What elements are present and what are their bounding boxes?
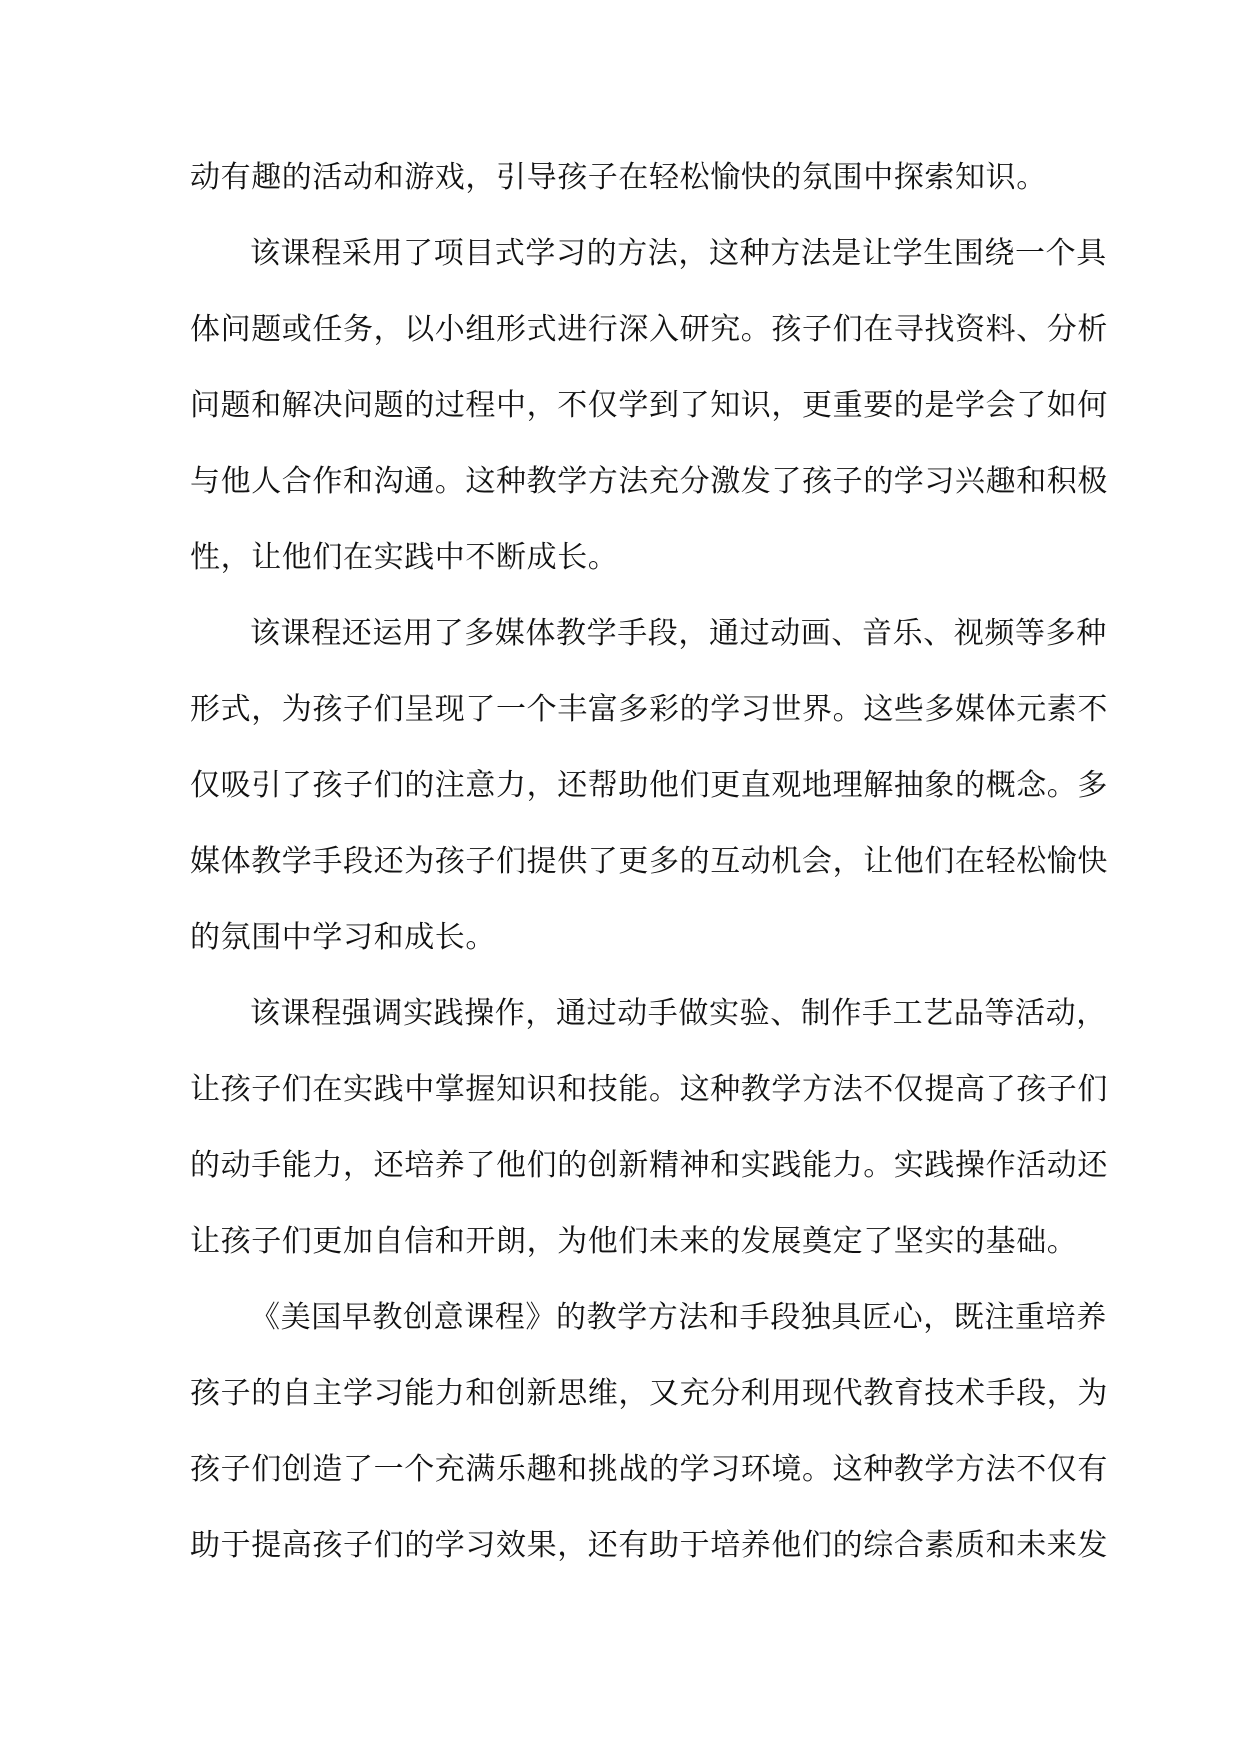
text-line: 形式，为孩子们呈现了一个丰富多彩的学习世界。这些多媒体元素不 (190, 692, 1108, 727)
text-line: 让孩子们更加自信和开朗，为他们未来的发展奠定了坚实的基础。 (190, 1224, 1078, 1259)
paragraph-first-line: 该课程采用了项目式学习的方法，这种方法是让学生围绕一个具 (250, 236, 1107, 271)
paragraph-first-line: 《美国早教创意课程》的教学方法和手段独具匠心，既注重培养 (250, 1300, 1107, 1335)
text-line: 仅吸引了孩子们的注意力，还帮助他们更直观地理解抽象的概念。多 (190, 768, 1108, 803)
text-line: 性，让他们在实践中不断成长。 (190, 540, 619, 575)
paragraph-first-line: 该课程强调实践操作，通过动手做实验、制作手工艺品等活动， (250, 996, 1107, 1031)
text-line: 孩子的自主学习能力和创新思维，又充分利用现代教育技术手段，为 (190, 1376, 1108, 1411)
text-line: 孩子们创造了一个充满乐趣和挑战的学习环境。这种教学方法不仅有 (190, 1452, 1108, 1487)
text-line: 动有趣的活动和游戏，引导孩子在轻松愉快的氛围中探索知识。 (190, 160, 1047, 195)
text-line: 媒体教学手段还为孩子们提供了更多的互动机会，让他们在轻松愉快 (190, 844, 1108, 879)
text-line: 的动手能力，还培养了他们的创新精神和实践能力。实践操作活动还 (190, 1148, 1108, 1183)
text-line: 让孩子们在实践中掌握知识和技能。这种教学方法不仅提高了孩子们 (190, 1072, 1108, 1107)
text-line: 助于提高孩子们的学习效果，还有助于培养他们的综合素质和未来发 (190, 1528, 1108, 1563)
text-line: 问题和解决问题的过程中，不仅学到了知识，更重要的是学会了如何 (190, 388, 1108, 423)
paragraph-first-line: 该课程还运用了多媒体教学手段，通过动画、音乐、视频等多种 (250, 616, 1107, 651)
text-line: 与他人合作和沟通。这种教学方法充分激发了孩子的学习兴趣和积极 (190, 464, 1108, 499)
document-body (190, 140, 1108, 1584)
text-line: 体问题或任务，以小组形式进行深入研究。孩子们在寻找资料、分析 (190, 312, 1108, 347)
text-line: 的氛围中学习和成长。 (190, 920, 496, 955)
